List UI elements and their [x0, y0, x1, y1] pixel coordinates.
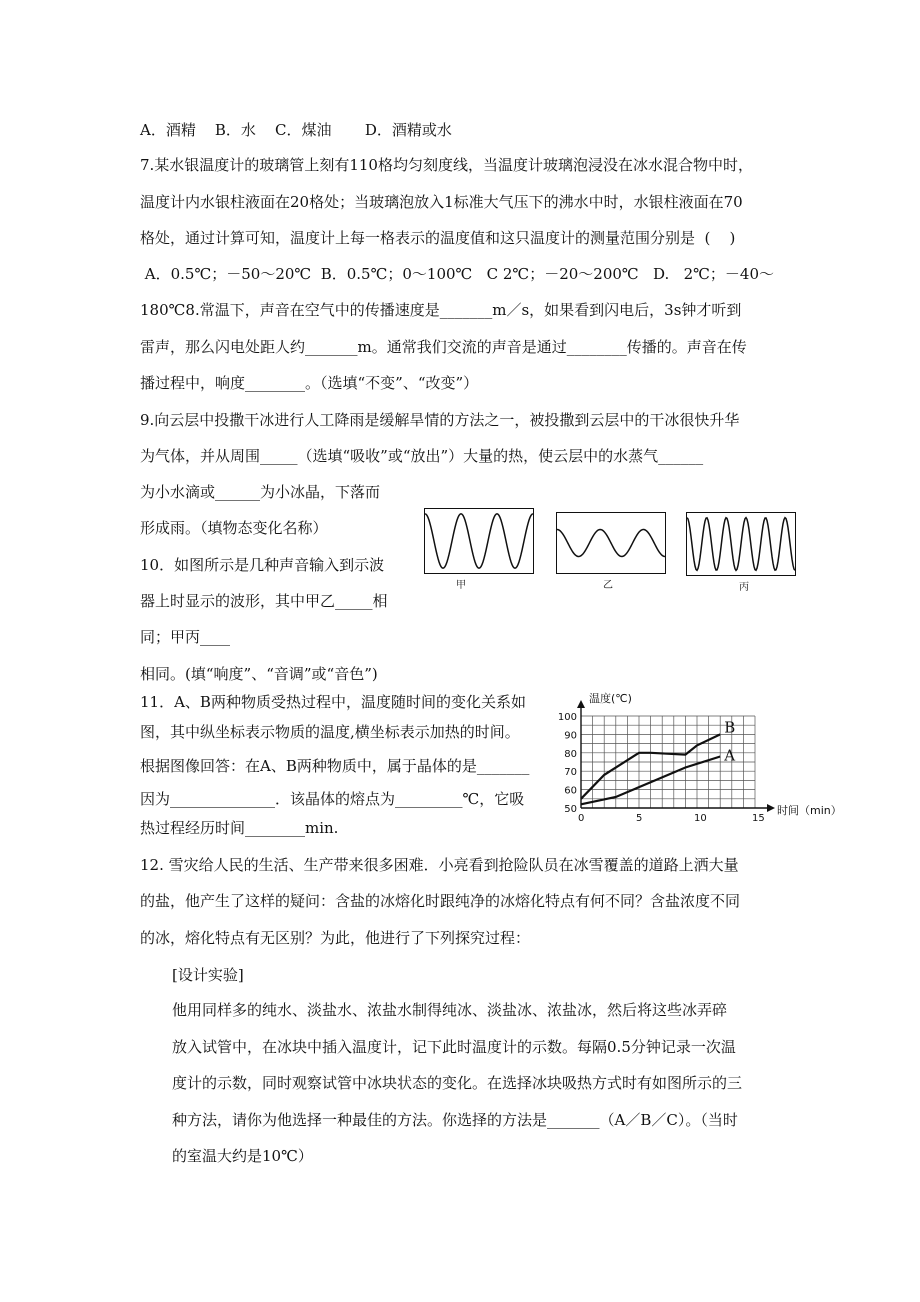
waveform-curve-1	[557, 530, 665, 557]
line-25: 他用同样多的纯水、淡盐水、浓盐水制得纯冰、淡盐冰、浓盐冰，然后将这些冰弄碎	[172, 1001, 728, 1019]
line-12: 10．如图所示是几种声音输入到示波	[140, 556, 385, 574]
y-tick-label: 80	[564, 748, 577, 760]
line-29: 的室温大约是10℃）	[172, 1147, 313, 1165]
line-3: 格处，通过计算可知，温度计上每一格表示的温度值和这只温度计的测量范围分别是 ( )	[140, 229, 736, 247]
line-17: 图，其中纵坐标表示物质的温度,横坐标表示加热的时间。	[140, 723, 520, 741]
waveform-yi	[557, 513, 665, 573]
waveform-yi-box	[556, 512, 666, 574]
temperature-chart	[555, 690, 885, 840]
line-11: 形成雨。（填物态变化名称）	[140, 519, 328, 537]
line-14: 同；甲丙____	[140, 628, 231, 646]
y-axis-arrow	[577, 700, 585, 708]
line-0: A．酒精 B．水 C．煤油 D．酒精或水	[140, 121, 452, 139]
waveform-figure	[422, 506, 802, 592]
line-18: 根据图像回答：在A、B两种物质中，属于晶体的是_______	[140, 757, 530, 775]
waveform-bing-box	[686, 512, 796, 576]
line-2: 温度计内水银柱液面在20格处；当玻璃泡放入1标准大气压下的沸水中时，水银柱液面在70	[140, 193, 743, 211]
waveform-curve-0	[425, 514, 533, 568]
x-tick-label: 5	[636, 813, 643, 824]
chart-x-title: 时间（min）	[777, 804, 842, 817]
waveform-jia-box	[424, 508, 534, 574]
series-label-B: B	[724, 718, 736, 737]
line-26: 放入试管中，在冰块中插入温度计，记下此时温度计的示数。每隔0.5分钟记录一次温	[172, 1038, 736, 1056]
line-27: 度计的示数，同时观察试管中冰块状态的变化。在选择冰块吸热方式时有如图所示的三	[172, 1074, 743, 1092]
line-8: 9.向云层中投撒干冰进行人工降雨是缓解旱情的方法之一，被投撒到云层中的干冰很快升华	[140, 411, 740, 429]
y-tick-label: 90	[564, 730, 577, 742]
line-6: 雷声，那么闪电处距人约_______m。通常我们交流的声音是通过________传播的。声音在传	[140, 338, 747, 356]
line-15: 相同。(填“响度”、“音调”或“音色”)	[140, 665, 378, 683]
chart-y-title: 温度(℃)	[589, 692, 632, 705]
waveform-label-yi: 乙	[603, 580, 613, 591]
y-tick-label: 60	[564, 785, 577, 797]
line-23: 的冰，熔化特点有无区别？为此，他进行了下列探究过程：	[140, 929, 531, 947]
line-28: 种方法，请你为他选择一种最佳的方法。你选择的方法是_______（A／B／C）。（当时	[172, 1111, 738, 1129]
waveform-curve-2	[687, 518, 795, 571]
line-21: 12. 雪灾给人民的生活、生产带来很多困难．小亮看到抢险队员在冰雪覆盖的道路上洒大量	[140, 856, 739, 874]
line-4: A．0.5℃；－50～20℃ B．0.5℃；0～100℃ C 2℃；－20～200℃ D. 2℃；－40～	[140, 265, 774, 283]
line-7: 播过程中，响度________。（选填“不变”、“改变”）	[140, 374, 479, 392]
line-22: 的盐，他产生了这样的疑问：含盐的冰熔化时跟纯净的冰熔化特点有何不同？含盐浓度不同	[140, 892, 741, 910]
line-24: [设计实验]	[172, 966, 244, 984]
line-1: 7.某水银温度计的玻璃管上刻有110格均匀刻度线，当温度计玻璃泡浸没在冰水混合物中时，	[140, 156, 753, 174]
x-axis-arrow	[767, 804, 775, 812]
line-16: 11．A、B两种物质受热过程中，温度随时间的变化关系如	[140, 693, 526, 711]
waveform-label-bing: 丙	[739, 582, 749, 593]
line-19: 因为______________．该晶体的熔点为_________℃，它吸	[140, 790, 525, 808]
waveform-jia	[425, 509, 533, 573]
x-tick-label: 0	[578, 813, 585, 824]
line-5: 180℃8.常温下，声音在空气中的传播速度是_______m／s，如果看到闪电后，3s钟才听到	[140, 301, 742, 319]
x-tick-label: 15	[752, 813, 765, 824]
line-10: 为小水滴或______为小冰晶，下落而	[140, 483, 381, 501]
y-tick-label: 100	[557, 712, 577, 723]
series-label-A: A	[724, 746, 736, 765]
waveform-bing	[687, 513, 795, 575]
chart-axes	[577, 700, 775, 812]
temperature-chart-svg	[555, 690, 885, 840]
line-13: 器上时显示的波形，其中甲乙_____相	[140, 592, 388, 610]
line-20: 热过程经历时间________min.	[140, 819, 339, 837]
x-tick-label: 10	[694, 813, 707, 824]
y-tick-label: 70	[564, 767, 577, 779]
waveform-label-jia: 甲	[456, 580, 466, 591]
line-9: 为气体，并从周围_____（选填“吸收”或“放出”）大量的热，使云层中的水蒸气______	[140, 447, 704, 465]
y-tick-label: 50	[564, 804, 577, 815]
